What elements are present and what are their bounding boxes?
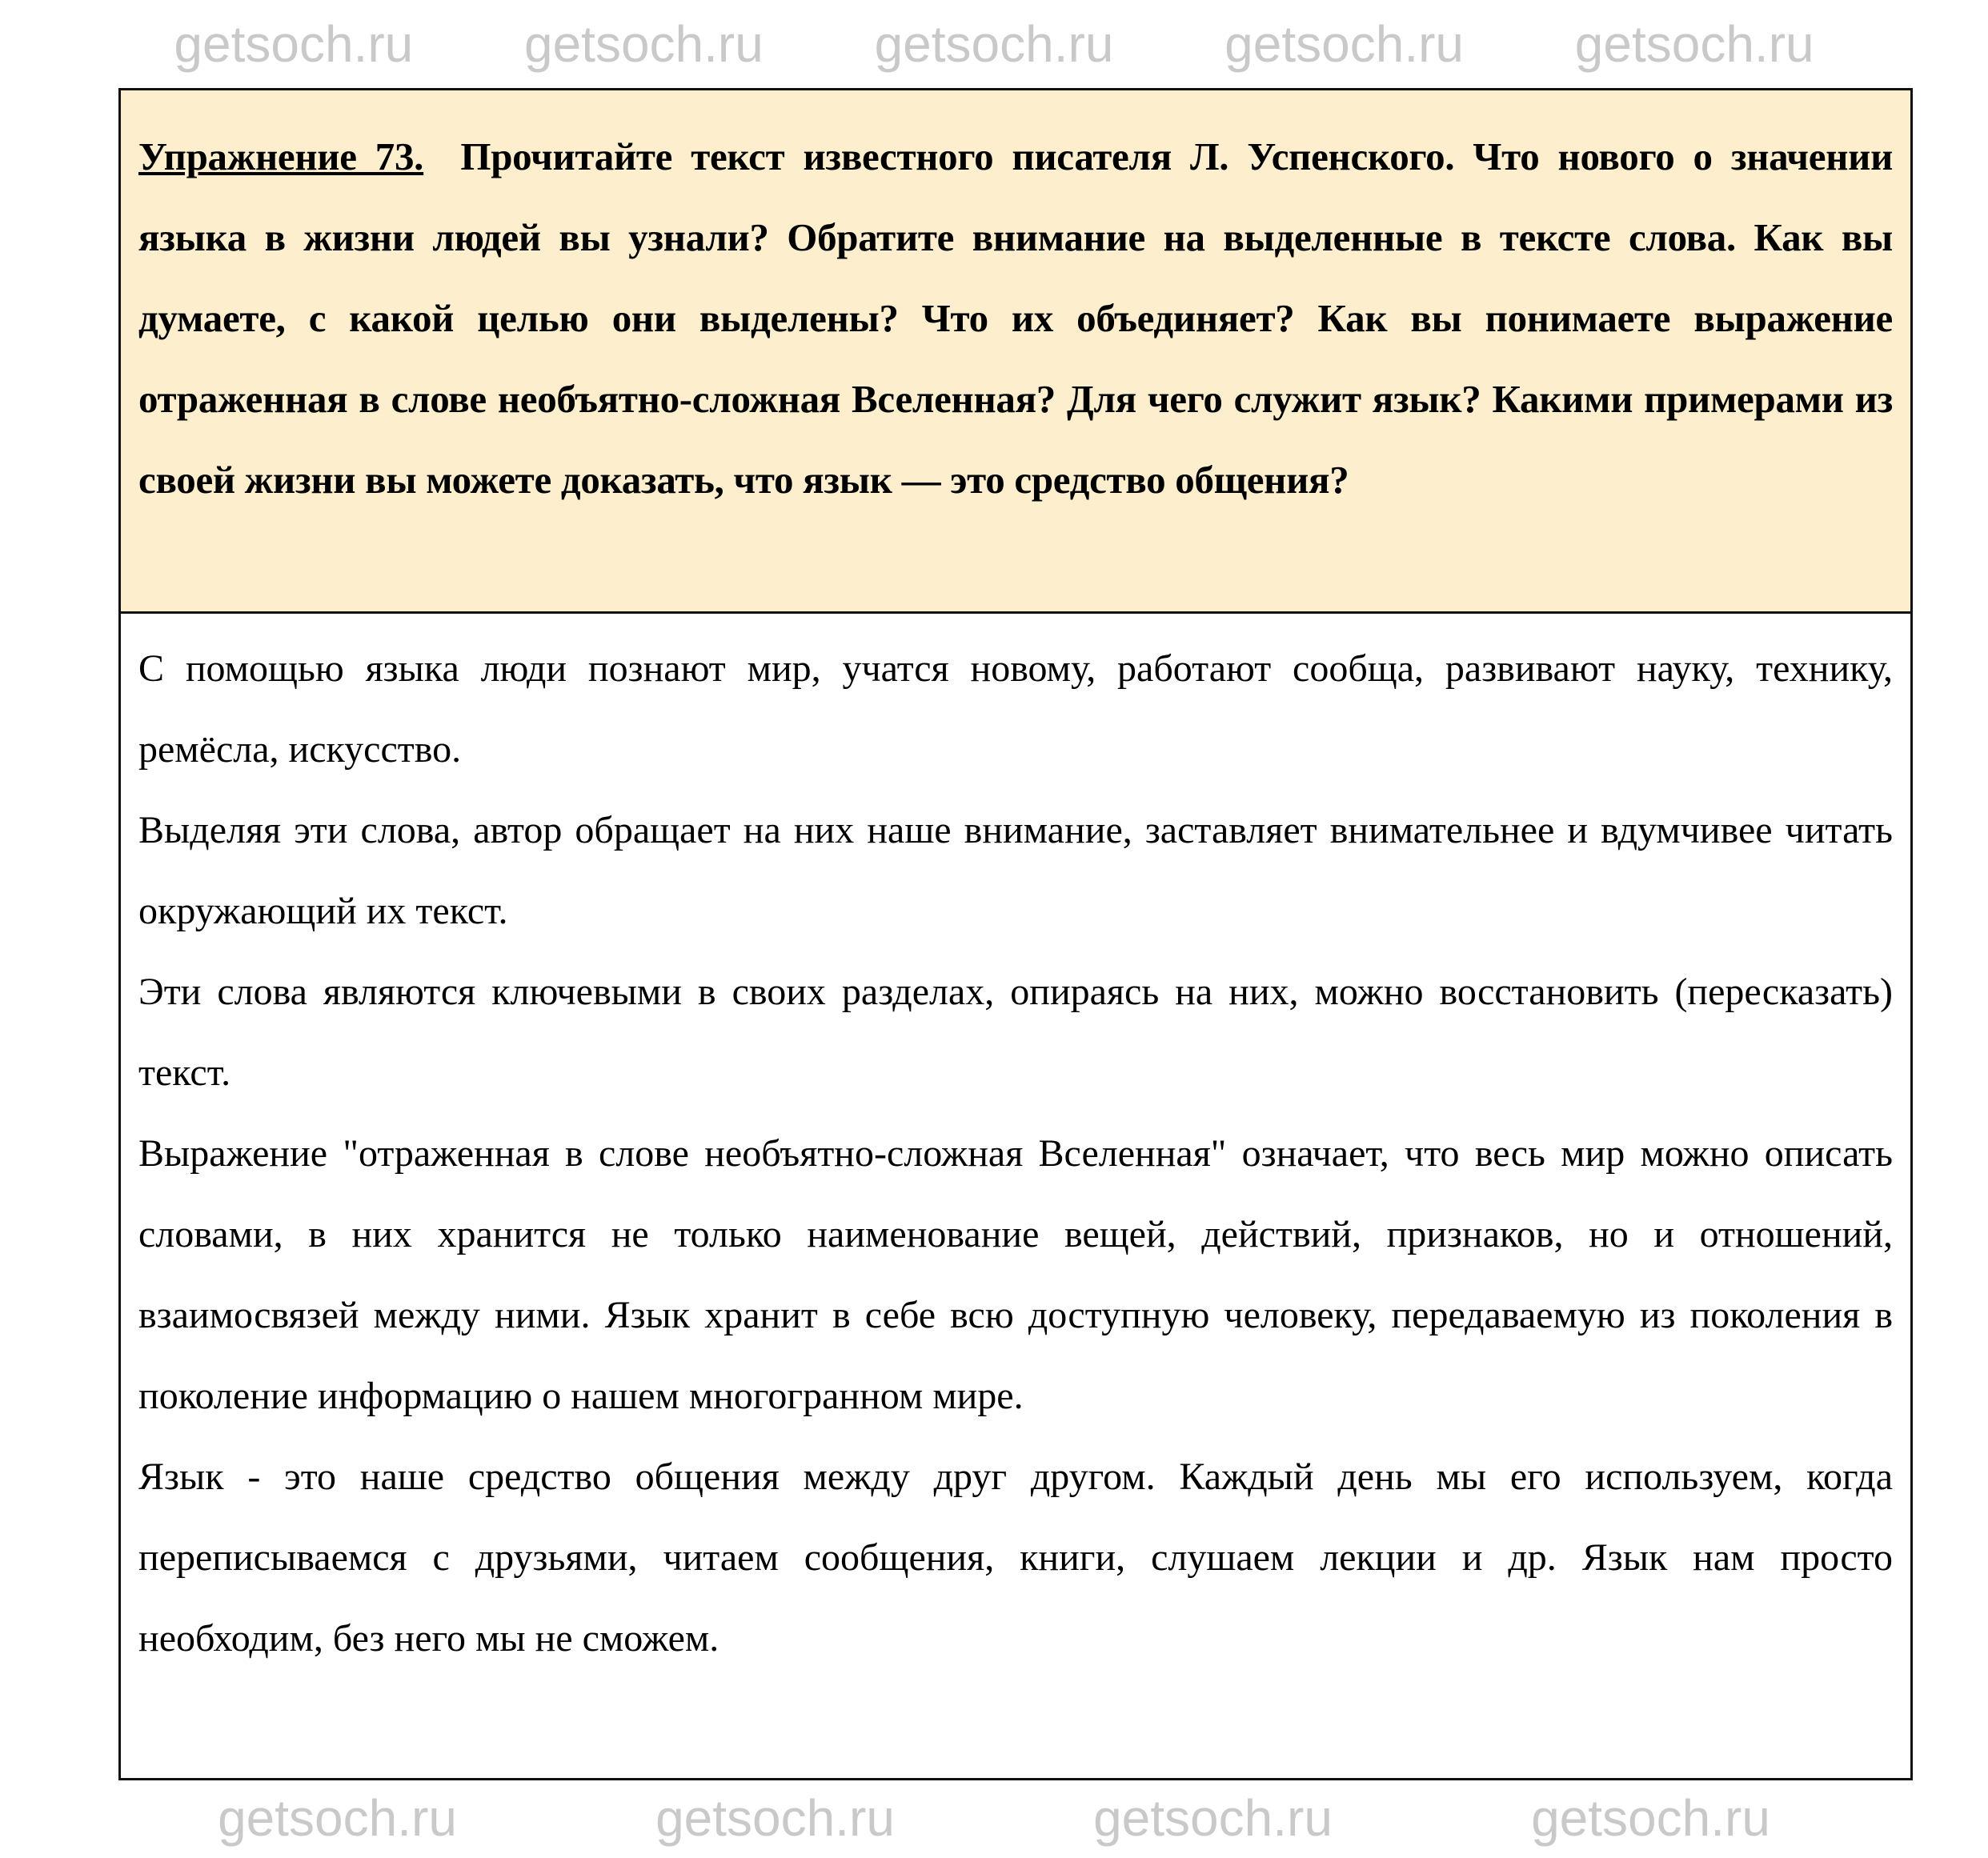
- watermark: getsoch.ru: [655, 1788, 895, 1847]
- watermark: getsoch.ru: [1224, 15, 1464, 73]
- answer-section: [121, 614, 1910, 1698]
- watermark: getsoch.ru: [218, 1788, 457, 1847]
- watermark: getsoch.ru: [174, 15, 414, 73]
- answer-paragraph: С помощью языка люди познают мир, учатся новому, работают сообща, развивают науку, технику, ремёсла, искусство.: [138, 647, 1893, 771]
- watermark: getsoch.ru: [874, 15, 1114, 73]
- exercise-text: Прочитайте текст известного писателя Л. Успенского. Что нового о значении языка в жизни людей вы узнали? Обратите внимание на выделенные в тексте слова. Как вы думаете, с какой целью они выделены? Что их объединяет? Как вы понимаете выражение отраженная в слове необъятно-сложная Вселенная? Для чего служит язык? Какими примерами из своей жизни вы можете доказать, что язык — это средство общения?: [138, 134, 1893, 502]
- watermark: getsoch.ru: [1531, 1788, 1770, 1847]
- answer-paragraph: Эти слова являются ключевыми в своих разделах, опираясь на них, можно восстановить (пересказать) текст.: [138, 971, 1893, 1094]
- exercise-number: Упражнение 73.: [138, 134, 424, 178]
- exercise-task: [121, 90, 1910, 614]
- watermark: getsoch.ru: [523, 15, 764, 73]
- watermark: getsoch.ru: [1093, 1788, 1333, 1847]
- watermark-row-bottom: [0, 1780, 1988, 1855]
- exercise-prompt: [138, 116, 1893, 520]
- answer-paragraph: Выделяя эти слова, автор обращает на них наше внимание, заставляет внимательнее и вдумчивее читать окружающий их текст.: [138, 809, 1893, 932]
- exercise-card: [118, 88, 1913, 1780]
- watermark: getsoch.ru: [1574, 15, 1814, 73]
- answer-paragraph: Язык - это наше средство общения между друг другом. Каждый день мы его используем, когда переписываемся с друзьями, читаем сообщения, книги, слушаем лекции и др. Язык нам просто необходим, без него мы не сможем.: [138, 1456, 1893, 1660]
- answer-paragraph: Выражение "отраженная в слове необъятно-сложная Вселенная" означает, что весь мир можно описать словами, в них хранится не только наименование вещей, действий, признаков, но и отношений, взаимосвязей между ними. Язык хранит в себе всю доступную человеку, передаваемую из поколения в поколение информацию о нашем многогранном мире.: [138, 1132, 1893, 1417]
- watermark-row-top: [0, 0, 1988, 88]
